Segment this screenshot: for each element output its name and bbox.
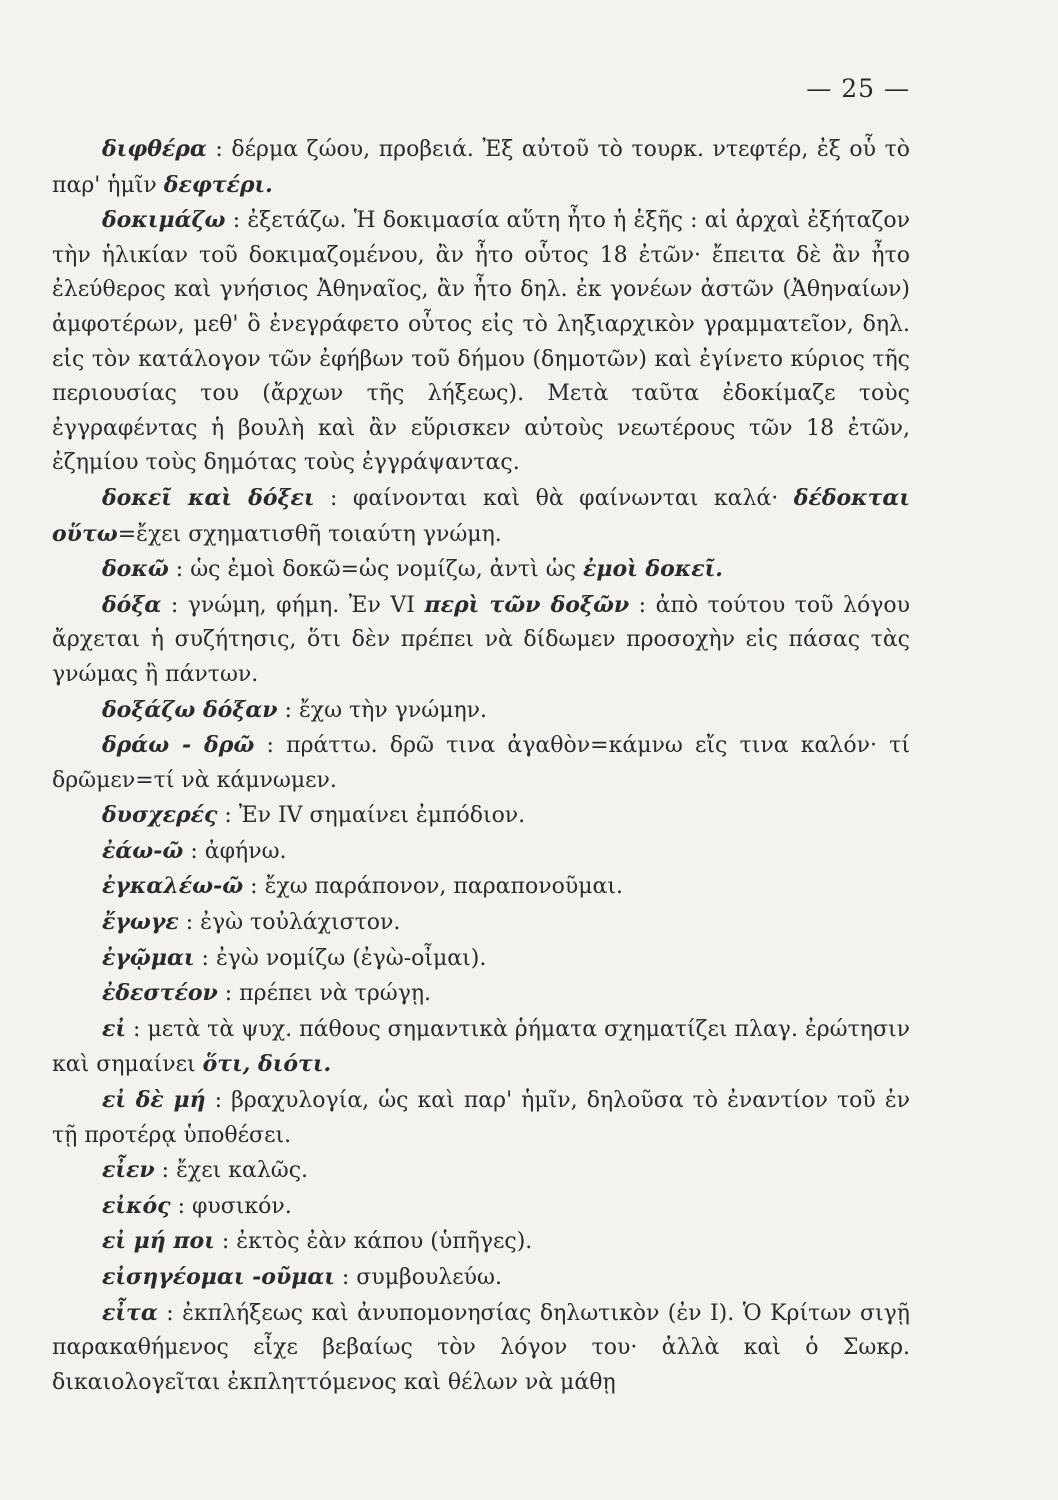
entry-separator: : (314, 485, 353, 511)
entry-text: φυσικόν. (191, 1193, 292, 1219)
glossary-entry (52, 693, 910, 729)
entry-text: ὡς ἐμοὶ δοκῶ=ὡς νομίζω, ἀντὶ ὡς (190, 557, 583, 583)
entry-text: ἔχει καλῶς. (176, 1158, 309, 1184)
glossary-entry (52, 976, 910, 1012)
entry-separator: : (183, 838, 205, 864)
entry-separator: : (217, 803, 239, 829)
entry-emphasis: ἐμοὶ δοκεῖ. (582, 556, 723, 583)
entry-headword: εἰσηγέομαι -οῦμαι (102, 1264, 335, 1290)
glossary-entry (52, 834, 910, 870)
glossary-entry (52, 203, 910, 481)
glossary-entry (52, 132, 910, 203)
glossary-entry (52, 1189, 910, 1225)
page-number: — 25 — (806, 74, 910, 103)
entry-headword: δοξάζω δόξαν (102, 696, 278, 723)
entry-separator: : (217, 981, 240, 1007)
entry-headword: ἐδεστέον (102, 980, 218, 1007)
entry-text: πράττω. δρῶ τινα ἀγαθὸν=κάμνω εἴς τινα καλόν· τί δρῶμεν=τί νὰ κάμνωμεν. (52, 733, 910, 793)
entry-text: : ἀπὸ τούτου τοῦ λόγου ἄρχεται ἡ συζήτησις, ὅτι δὲν πρέπει νὰ δίδωμεν προσοχὴν εἰς πάσας τὰς γνώμας ἢ πάντων. (52, 592, 910, 687)
entry-headword: δυσχερές (102, 802, 218, 829)
entry-text: ἔχω παράπονον, παραπονοῦμαι. (264, 874, 623, 900)
glossary-entry (52, 1153, 910, 1189)
entry-text: φαίνονται καὶ θὰ φαίνωνται καλά· (352, 485, 794, 511)
entry-separator: : (157, 1300, 183, 1326)
entry-text: γνώμη, φήμη. Ἐν VI (187, 592, 425, 618)
entry-separator: : (194, 945, 216, 971)
entry-headword: εἰ δὲ μή (102, 1087, 206, 1114)
entry-headword: ἐάω-ῶ (102, 837, 184, 864)
entry-text: ἐγὼ τοὐλάχιστον. (200, 910, 401, 936)
entry-text: ἀφήνω. (204, 838, 287, 864)
entry-text: δέρμα ζώου, προβειά. Ἐξ αὐτοῦ τὸ τουρκ. ντεφτέρ, ἐξ οὗ τὸ παρ' ἡμῖν (52, 137, 910, 198)
entry-separator: : (168, 557, 191, 583)
glossary-entry (52, 552, 910, 588)
entry-separator: : (178, 910, 201, 936)
glossary-entry (52, 1296, 910, 1401)
entry-text: ἐξετάζω. Ἡ δοκιμασία αὕτη ἦτο ἡ ἑξῆς : αἱ ἀρχαὶ ἐξήταζον τὴν ἡλικίαν τοῦ δοκιμαζομένου, ἂν ἦτο οὗτος 18 ἐτῶν· ἔπειτα δὲ ἂν ἦτο ἐλεύθερος καὶ γνήσιος Ἀθηναῖος, ἂν ἦτο δηλ. ἐκ γονέων ἀστῶν (Ἀθηναίων) ἀμφοτέρων, μεθ' ὃ ἐνεγράφετο οὗτος εἰς τὸ ληξιαρχικὸν γραμματεῖον, δηλ. εἰς τὸν κατάλογον τῶν ἐφήβων τοῦ δήμου (δημοτῶν) καὶ ἐγίνετο κύριος τῆς περιουσίας του (ἄρχων τῆς λήξεως). Μετὰ ταῦτα ἐδοκίμαζε τοὺς ἐγγραφέντας ἡ βουλὴ καὶ ἂν εὕρισκεν αὐτοὺς νεωτέρους τῶν 18 ἐτῶν, ἐζημίου τοὺς δημότας τοὺς ἐγγράψαντας. (52, 208, 910, 476)
glossary-entry (52, 1083, 910, 1153)
entry-text: μετὰ τὰ ψυχ. πάθους σημαντικὰ ῥήματα σχηματίζει πλαγ. ἐρώτησιν καὶ σημαίνει (52, 1016, 910, 1078)
entry-headword: εἰκός (102, 1192, 171, 1219)
glossary-entry (52, 1012, 910, 1083)
entry-separator: : (225, 208, 248, 234)
entry-headword: εἰ μή ποι (102, 1228, 215, 1255)
entry-separator: : (161, 592, 188, 618)
glossary-entry (52, 869, 910, 905)
glossary-entry (52, 798, 910, 834)
entry-separator: : (243, 874, 265, 900)
entry-emphasis: ὅτι, διότι. (202, 1051, 332, 1078)
entry-separator: : (126, 1016, 148, 1042)
entry-headword: εἶεν (102, 1157, 155, 1184)
entry-separator: : (214, 1229, 237, 1255)
glossary-entry (52, 1260, 910, 1296)
entry-separator: : (154, 1158, 177, 1184)
entry-text: ἐκπλήξεως καὶ ἀνυπομονησίας δηλωτικὸν (ἐν I). Ὁ Κρίτων σιγῇ παρακαθήμενος εἶχε βεβαίως τὸν λόγον του· ἀλλὰ καὶ ὁ Σωκρ. δικαιολογεῖται ἐκπληττόμενος καὶ θέλων νὰ μάθῃ (52, 1300, 910, 1395)
entry-text: ἐκτὸς ἐὰν κάπου (ὑπῆγες). (236, 1229, 533, 1255)
entry-text: ἔχω τὴν γνώμην. (298, 697, 488, 723)
entry-headword: διφθέρα (102, 136, 207, 162)
entry-separator: : (334, 1265, 357, 1290)
glossary-entry (52, 1224, 910, 1260)
entry-separator: : (205, 1088, 232, 1114)
entry-separator: : (277, 697, 299, 723)
entry-text: Ἐν IV σημαίνει ἐμπόδιον. (238, 803, 526, 829)
entry-headword: δοκεῖ καὶ δόξει (102, 484, 315, 511)
glossary-entry (52, 728, 910, 798)
entry-headword: δράω - δρῶ (102, 732, 255, 759)
entry-text: συμβουλεύω. (356, 1265, 502, 1290)
entry-text: βραχυλογία, ὡς καὶ παρ' ἡμῖν, δηλοῦσα τὸ ἐναντίον τοῦ ἐν τῇ προτέρᾳ ὑποθέσει. (52, 1088, 910, 1148)
entry-headword: δοκιμάζω (102, 207, 226, 234)
glossary-entry (52, 905, 910, 941)
entry-headword: ἔγωγε (102, 909, 179, 936)
glossary-entry (52, 481, 910, 552)
entry-headword: δόξα (102, 591, 162, 618)
entry-text: =ἔχει σχηματισθῆ τοιαύτη γνώμη. (117, 521, 502, 547)
entry-headword: δοκῶ (102, 556, 169, 583)
entry-text: πρέπει νὰ τρώγῃ. (239, 981, 432, 1007)
entry-headword: ἐγκαλέω-ῶ (102, 873, 244, 900)
entry-separator: : (206, 137, 232, 162)
entry-headword: εἰ (102, 1015, 127, 1042)
entry-emphasis: δεφτέρι. (163, 171, 273, 198)
glossary-text (52, 132, 910, 1400)
entry-emphasis: περὶ τῶν δοξῶν (424, 591, 630, 618)
entry-text: ἐγὼ νομίζω (ἐγὼ-οἶμαι). (215, 945, 487, 971)
entry-separator: : (170, 1193, 192, 1219)
glossary-entry (52, 588, 910, 693)
entry-headword: εἶτα (102, 1299, 158, 1326)
glossary-entry (52, 941, 910, 977)
entry-emphasis: δέδοκται οὕτω (52, 484, 910, 547)
entry-headword: ἐγῷμαι (102, 944, 195, 971)
entry-separator: : (254, 733, 287, 759)
